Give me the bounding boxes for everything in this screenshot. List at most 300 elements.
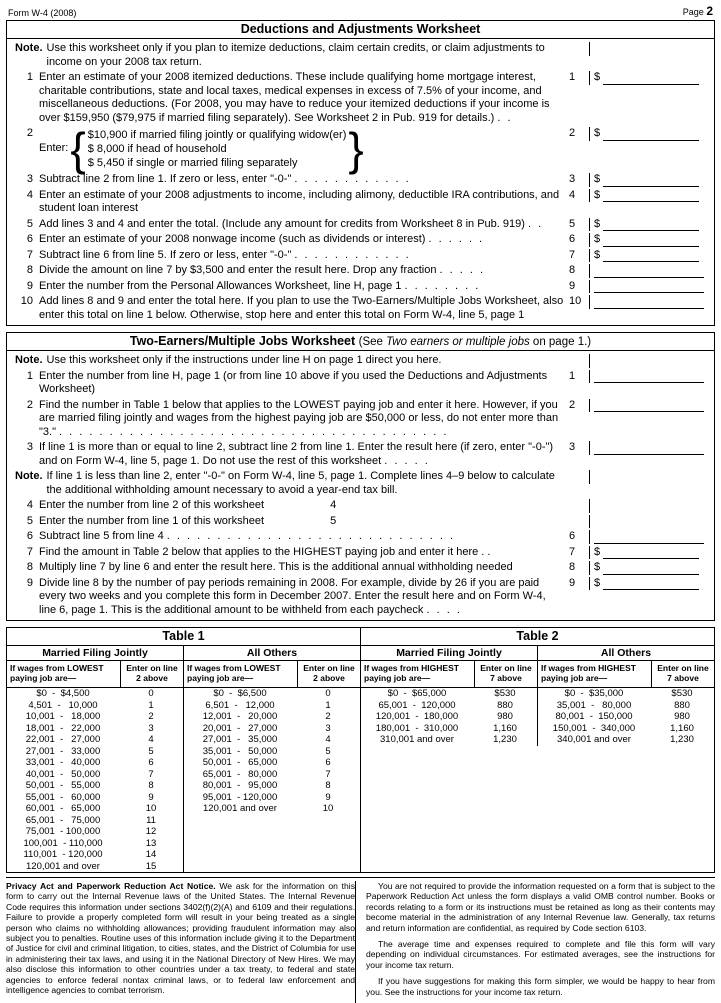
table-row bbox=[7, 803, 183, 815]
line-3-amount-field[interactable] bbox=[589, 173, 714, 187]
table-row bbox=[7, 757, 183, 769]
range-cell: 110,001 - 120,000 bbox=[23, 849, 103, 860]
value-cell: 11 bbox=[146, 814, 156, 826]
table-row bbox=[7, 792, 183, 804]
te-line-3-number: 3 bbox=[26, 441, 33, 453]
line-5-text bbox=[39, 218, 569, 232]
privacy-left-text: We ask for the information on this form to carry out the Internal Revenue laws of the United States. The Internal Revenue Code requires this information under sections 3402(f)(2)(A) and 6109 and their regulations. Failure to provide a properly completed form will result in your being treated as a single person who claims no withholding allowances; providing fraudulent information may also subject you to penalties. Routine uses of this information include giving it to the Department of Justice for civil and criminal litigation, to cities, states, and the District of Columbia for use in administering their tax laws, and using it in the National Directory of New Hires. We may also disclose this information to other countries under a tax treaty, to federal and state agencies to enforce federal nontax criminal laws, or to federal law enforcement and intelligence agencies to combat terrorism. bbox=[6, 881, 355, 996]
note-text: Use this worksheet only if you plan to itemize deductions, claim certain credits, or claim adjustments to income on your 2008 tax return. bbox=[46, 42, 545, 68]
line-1 bbox=[7, 70, 714, 126]
line-7-dollar: $ bbox=[594, 248, 601, 261]
range-cell: 12,001 - 20,000 bbox=[202, 711, 278, 722]
line-9-amount-rule bbox=[594, 281, 704, 293]
range-cell: $0 - $6,500 bbox=[213, 688, 267, 699]
value-cell: $530 bbox=[494, 688, 516, 699]
te-note-label: Note. bbox=[15, 354, 43, 366]
privacy-left-column bbox=[6, 881, 355, 1003]
te-line-9 bbox=[7, 576, 714, 619]
te-line-8-lineno: 8 bbox=[569, 561, 576, 573]
range-cell: $0 - $65,000 bbox=[387, 688, 447, 699]
te-line-7-amount-field[interactable] bbox=[589, 546, 714, 560]
table-row bbox=[184, 688, 360, 700]
value-cell: 0 bbox=[148, 688, 154, 699]
table-2-section-1-heading: Married Filing Jointly bbox=[396, 647, 502, 659]
line-6-dollar: $ bbox=[594, 233, 601, 245]
value-cell: 980 bbox=[497, 711, 513, 722]
te-line-5-text bbox=[39, 515, 569, 529]
t2s1-col2-header: Enter on line 7 above bbox=[474, 661, 537, 687]
two-earners-rows bbox=[7, 351, 714, 620]
table-row bbox=[7, 780, 183, 792]
te-line-1-amount-field[interactable] bbox=[589, 370, 714, 384]
value-cell: 1,230 bbox=[493, 734, 517, 745]
te-line-2-number: 2 bbox=[26, 398, 33, 411]
te-line-2-amount-rule bbox=[594, 400, 704, 412]
line-7-lineno: 7 bbox=[569, 248, 576, 261]
two-earners-title-ital: Two earners or multiple jobs bbox=[386, 336, 530, 348]
value-cell: 2 bbox=[325, 711, 331, 722]
te-line-7-lineno: 7 bbox=[569, 545, 576, 558]
page-label: Page bbox=[682, 7, 704, 17]
value-cell: 12 bbox=[145, 826, 157, 837]
line-6-lineno: 6 bbox=[569, 233, 576, 245]
line-7-amount-field[interactable] bbox=[589, 249, 714, 263]
line-3-amount-rule bbox=[603, 175, 699, 187]
page-number: 2 bbox=[706, 4, 713, 18]
line-5-body: Add lines 3 and 4 and enter the total. (Include any amount for credits from Worksheet 8 in Pub. 919) bbox=[39, 217, 525, 230]
table-row bbox=[7, 711, 183, 723]
brace-item-1: $10,900 if married filing jointly or qualifying widow(er) bbox=[87, 129, 347, 141]
line-5-amount-field[interactable] bbox=[589, 218, 714, 232]
te-line-2 bbox=[7, 398, 714, 441]
line-3-lineno: 3 bbox=[569, 173, 576, 185]
table-row bbox=[361, 711, 537, 723]
value-cell: 1,160 bbox=[670, 722, 694, 734]
te-line-5-number: 5 bbox=[26, 514, 33, 527]
line-1-body: Enter an estimate of your 2008 itemized deductions. These include qualifying home mortgage interest, charitable contributions, state and local taxes, medical expenses in excess of 7.5% of your income, and miscellaneous deductions. (For 2008, you may have to reduce your itemized deductions if your income is over $159,950 ($79,975 if married filing separately). See Worksheet 2 in Pub. 919 for details.) bbox=[39, 71, 550, 124]
table-1-married-filing-jointly bbox=[7, 661, 183, 872]
privacy-right-p1: You are not required to provide the information requested on a form that is subject to the Paperwork Reduction Act unless the form displays a valid OMB control number. Books or records relating to a form or its instructions must be retained as long as their contents may become material in the administration of any Internal Revenue law. Generally, tax returns and return information are confidential, as required by Code section 6103. bbox=[366, 881, 715, 933]
t2s2-rows bbox=[538, 688, 714, 746]
line-4-text bbox=[39, 189, 569, 216]
table-2-title: Table 2 bbox=[361, 628, 714, 646]
te-line-2-lineno: 2 bbox=[569, 398, 576, 411]
table-2-all-others bbox=[537, 661, 714, 746]
te-line-8 bbox=[7, 560, 714, 576]
te-line-8-amount-rule bbox=[603, 563, 699, 575]
line-10-body: Add lines 8 and 9 and enter the total here. If you plan to use the Two-Earners/Multiple Jobs Worksheet, also enter this total on line 1 below. Otherwise, stop here and enter this total on Form W-4, line 5, page 1 bbox=[39, 295, 564, 321]
line-5-dots: . . bbox=[527, 217, 544, 230]
range-cell: 95,001 - 120,000 bbox=[202, 791, 278, 803]
line-1-text bbox=[39, 71, 569, 125]
table-row bbox=[7, 838, 183, 850]
table-2-section-2-heading: All Others bbox=[537, 646, 714, 660]
table-row bbox=[7, 826, 183, 838]
page-header bbox=[0, 0, 721, 20]
line-7-dots: . . . . . . . . . . . . bbox=[294, 248, 411, 261]
te-line-5-amount bbox=[589, 515, 714, 529]
line-8-amount-field[interactable] bbox=[589, 264, 714, 278]
te-line-5-body: Enter the number from line 1 of this worksheet bbox=[39, 514, 264, 527]
value-cell: 880 bbox=[497, 699, 513, 711]
table-row bbox=[7, 815, 183, 827]
range-cell: 120,001 and over bbox=[26, 860, 100, 872]
te-line-3-body: If line 1 is more than or equal to line 2, subtract line 2 from line 1. Enter the result here (if zero, enter "-0-") and on Form W-4, line 5, page 1. Do not use the rest of this worksheet bbox=[39, 441, 554, 467]
line-10-text bbox=[39, 295, 569, 322]
line-5-number: 5 bbox=[26, 217, 33, 230]
range-cell: 65,001 - 120,000 bbox=[378, 699, 456, 711]
table-row bbox=[184, 792, 360, 804]
te-line-8-dollar: $ bbox=[594, 561, 601, 573]
te-line-4-amount bbox=[589, 499, 714, 513]
range-cell: 120,001 and over bbox=[203, 803, 277, 814]
line-1-dollar: $ bbox=[594, 71, 601, 83]
line-8-amount-rule bbox=[594, 266, 704, 278]
line-6-body: Enter an estimate of your 2008 nonwage income (such as dividends or interest) bbox=[39, 233, 426, 245]
line-2-amount-field[interactable] bbox=[589, 127, 714, 141]
table-1-section-2-heading: All Others bbox=[183, 646, 360, 660]
te-line-1-number: 1 bbox=[26, 369, 33, 382]
range-cell: 40,001 - 50,000 bbox=[25, 768, 101, 780]
line-7-number: 7 bbox=[26, 248, 33, 261]
two-earners-title bbox=[7, 333, 714, 351]
range-cell: 180,001 - 310,000 bbox=[375, 722, 459, 734]
brace-item-3: $ 5,450 if single or married filing separately bbox=[87, 157, 298, 169]
line-5-lineno: 5 bbox=[569, 217, 576, 230]
line-2-dollar: $ bbox=[594, 127, 601, 139]
table-row bbox=[184, 769, 360, 781]
line-9-number: 9 bbox=[26, 279, 33, 292]
te-line-6-number: 6 bbox=[26, 530, 33, 542]
table-row bbox=[184, 711, 360, 723]
t1s2-col2-header: Enter on line 2 above bbox=[297, 661, 360, 687]
form-label: Form W-4 (2008) bbox=[8, 8, 77, 18]
te-line-1-amount-rule bbox=[594, 371, 704, 383]
te-line-2-amount-field[interactable] bbox=[589, 399, 714, 413]
table-row bbox=[7, 723, 183, 735]
value-cell: 9 bbox=[148, 791, 154, 803]
line-8-body: Divide the amount on line 7 by $3,500 and enter the result here. Drop any fraction bbox=[39, 264, 437, 276]
value-cell: 3 bbox=[325, 722, 331, 734]
value-cell: 8 bbox=[325, 780, 331, 791]
t2s2-col2-header: Enter on line 7 above bbox=[651, 661, 714, 687]
line-6-text bbox=[39, 233, 569, 247]
te-line-6-text bbox=[39, 530, 569, 544]
value-cell: 10 bbox=[145, 803, 157, 814]
two-earners-title-rest: (See bbox=[358, 336, 387, 348]
te-line-9-amount-rule bbox=[603, 578, 699, 590]
table-row bbox=[538, 711, 714, 723]
line-6-dots: . . . . . . bbox=[428, 233, 485, 245]
te-line-9-dots: . . . . bbox=[426, 603, 462, 616]
te-note-2-text: If line 1 is less than line 2, enter "-0-" on Form W-4, line 5, page 1. Complete lines 4–9 below to calculate the additional withholding amount necessary to avoid a year-end tax bill. bbox=[46, 470, 555, 496]
brace-item-2: $ 8,000 if head of household bbox=[87, 143, 227, 155]
line-9-lineno: 9 bbox=[569, 279, 576, 292]
range-cell: 27,001 - 35,000 bbox=[202, 734, 278, 745]
line-2-lineno: 2 bbox=[569, 127, 576, 139]
te-line-6-amount-rule bbox=[594, 532, 704, 544]
line-2-number: 2 bbox=[26, 127, 33, 139]
te-line-6-lineno: 6 bbox=[569, 530, 576, 542]
value-cell: 7 bbox=[148, 768, 154, 780]
range-cell: 100,001 - 110,000 bbox=[23, 837, 103, 849]
range-cell: 50,001 - 65,000 bbox=[202, 757, 278, 768]
deductions-title: Deductions and Adjustments Worksheet bbox=[7, 21, 714, 39]
te-line-4-number: 4 bbox=[26, 499, 33, 511]
range-cell: 60,001 - 65,000 bbox=[25, 803, 101, 814]
table-1-title: Table 1 bbox=[7, 628, 360, 646]
line-1-dots: . . bbox=[497, 111, 513, 124]
line-2-amount-rule bbox=[603, 129, 699, 141]
range-cell: 18,001 - 22,000 bbox=[25, 722, 101, 734]
line-6-amount-rule bbox=[603, 235, 699, 247]
line-5-amount-rule bbox=[603, 219, 699, 231]
range-cell: 340,001 and over bbox=[557, 734, 631, 745]
table-1-all-others bbox=[183, 661, 360, 872]
table-row bbox=[7, 861, 183, 873]
line-10-amount-field[interactable] bbox=[589, 295, 714, 309]
table-row bbox=[7, 688, 183, 700]
value-cell: 8 bbox=[148, 780, 154, 791]
range-cell: 4,501 - 10,000 bbox=[28, 699, 98, 711]
line-10-number: 10 bbox=[20, 295, 33, 307]
te-line-3 bbox=[7, 440, 714, 469]
value-cell: 0 bbox=[325, 688, 331, 699]
te-line-5-mid-lineno: 5 bbox=[330, 514, 337, 527]
te-line-4-body: Enter the number from line 2 of this worksheet bbox=[39, 499, 264, 511]
line-8-text bbox=[39, 264, 569, 278]
line-10-lineno: 10 bbox=[569, 295, 582, 307]
te-line-6-amount-field[interactable] bbox=[589, 530, 714, 544]
value-cell: 5 bbox=[325, 745, 331, 757]
te-line-3-lineno: 3 bbox=[569, 441, 576, 453]
line-6 bbox=[7, 232, 714, 248]
line-9-amount-field[interactable] bbox=[589, 280, 714, 294]
line-8-dots: . . . . . bbox=[439, 264, 486, 276]
line-5-dollar: $ bbox=[594, 217, 601, 230]
range-cell: 65,001 - 75,000 bbox=[25, 814, 101, 826]
deductions-worksheet bbox=[6, 20, 715, 326]
table-row bbox=[538, 688, 714, 700]
note-amount bbox=[589, 42, 714, 56]
value-cell: 5 bbox=[148, 745, 154, 757]
value-cell: 10 bbox=[322, 803, 334, 814]
value-cell: 3 bbox=[148, 722, 154, 734]
value-cell: 13 bbox=[145, 837, 157, 849]
te-line-4-mid-lineno: 4 bbox=[330, 499, 337, 511]
value-cell: 4 bbox=[148, 734, 154, 745]
line-1-number: 1 bbox=[26, 71, 33, 83]
te-line-6 bbox=[7, 529, 714, 545]
range-cell: 75,001 - 100,000 bbox=[25, 826, 101, 837]
two-earners-title-bold: Two-Earners/Multiple Jobs Worksheet bbox=[129, 334, 356, 348]
range-cell: 120,001 - 180,000 bbox=[375, 711, 459, 722]
table-row bbox=[184, 734, 360, 746]
line-7-text bbox=[39, 249, 569, 263]
deductions-rows bbox=[7, 39, 714, 325]
table-1 bbox=[7, 628, 360, 872]
value-cell: 880 bbox=[674, 699, 690, 711]
table-row bbox=[184, 746, 360, 758]
table-row bbox=[7, 734, 183, 746]
te-line-2-text bbox=[39, 399, 569, 440]
range-cell: 80,001 - 150,000 bbox=[555, 711, 633, 722]
te-line-9-number: 9 bbox=[26, 576, 33, 589]
range-cell: 20,001 - 27,000 bbox=[202, 722, 278, 734]
line-5 bbox=[7, 217, 714, 233]
privacy-title: Privacy Act and Paperwork Reduction Act Notice. bbox=[6, 881, 216, 891]
line-6-number: 6 bbox=[26, 233, 33, 245]
te-line-2-dots: . . . . . . . . . . . . . . . . . . . . . . . . . . . . . . . . . . . . . . . bbox=[59, 425, 449, 438]
privacy-right-column bbox=[355, 881, 715, 1003]
line-8 bbox=[7, 263, 714, 279]
line-8-lineno: 8 bbox=[569, 264, 576, 276]
te-note-2 bbox=[7, 469, 714, 498]
range-cell: 65,001 - 80,000 bbox=[202, 768, 278, 780]
table-row bbox=[184, 757, 360, 769]
table-2-married-filing-jointly bbox=[361, 661, 537, 746]
privacy-right-p3: If you have suggestions for making this form simpler, we would be happy to hear from you. See the instructions for your income tax return. bbox=[366, 976, 715, 997]
range-cell: 22,001 - 27,000 bbox=[25, 734, 101, 745]
te-note-2-label: Note. bbox=[15, 470, 43, 482]
te-line-1-lineno: 1 bbox=[569, 369, 576, 382]
te-line-8-amount-field[interactable] bbox=[589, 561, 714, 575]
line-9-text bbox=[39, 280, 569, 294]
range-cell: 150,001 - 340,000 bbox=[552, 722, 636, 734]
line-1-amount-field[interactable] bbox=[589, 71, 714, 85]
te-note bbox=[7, 353, 714, 369]
range-cell: 35,001 - 80,000 bbox=[556, 699, 632, 711]
table-row bbox=[538, 734, 714, 746]
line-4-amount-rule bbox=[603, 190, 699, 202]
line-2-brace-items bbox=[88, 128, 347, 170]
te-line-3-text bbox=[39, 441, 569, 468]
te-note-text: Use this worksheet only if the instructions under line H on page 1 direct you here. bbox=[46, 354, 442, 366]
line-9-body: Enter the number from the Personal Allowances Worksheet, line H, page 1 bbox=[39, 279, 402, 292]
line-9-dots: . . . . . . . . bbox=[404, 279, 481, 292]
table-1-section-1-heading: Married Filing Jointly bbox=[42, 647, 148, 659]
te-line-8-text: Multiply line 7 by line 6 and enter the result here. This is the additional annual withholding needed bbox=[39, 561, 513, 573]
line-3 bbox=[7, 172, 714, 188]
te-line-9-lineno: 9 bbox=[569, 576, 576, 589]
value-cell: 1,160 bbox=[493, 722, 517, 734]
value-cell: 9 bbox=[325, 791, 331, 803]
te-note-amount bbox=[589, 354, 714, 368]
value-cell: 4 bbox=[325, 734, 331, 745]
table-row bbox=[361, 688, 537, 700]
table-row bbox=[184, 803, 360, 815]
t1s1-col2-header: Enter on line 2 above bbox=[120, 661, 183, 687]
deductions-note bbox=[7, 41, 714, 70]
line-10-amount-rule bbox=[594, 297, 704, 309]
two-earners-title-end: on page 1.) bbox=[529, 336, 592, 348]
table-row bbox=[184, 780, 360, 792]
note-label: Note. bbox=[15, 42, 43, 54]
t2s2-col1-header: If wages from HIGHEST paying job are— bbox=[541, 663, 636, 683]
table-2 bbox=[360, 628, 714, 872]
line-3-body: Subtract line 2 from line 1. If zero or less, enter "-0-" bbox=[39, 173, 292, 185]
page-indicator bbox=[683, 4, 713, 18]
te-line-9-amount-field[interactable] bbox=[589, 577, 714, 591]
line-7-amount-rule bbox=[603, 250, 699, 262]
te-line-5 bbox=[7, 514, 714, 530]
table-row bbox=[7, 849, 183, 861]
te-line-4 bbox=[7, 498, 714, 514]
te-line-7 bbox=[7, 545, 714, 561]
table-row bbox=[7, 769, 183, 781]
value-cell: 6 bbox=[148, 757, 154, 768]
te-line-4-text bbox=[39, 499, 569, 513]
t1s1-rows bbox=[7, 688, 183, 872]
line-4-lineno: 4 bbox=[569, 188, 576, 201]
value-cell: 6 bbox=[325, 757, 331, 768]
range-cell: 35,001 - 50,000 bbox=[202, 745, 278, 757]
t2s1-rows bbox=[361, 688, 537, 746]
table-row bbox=[184, 723, 360, 735]
range-cell: 80,001 - 95,000 bbox=[202, 780, 278, 791]
te-line-7-amount-rule bbox=[603, 547, 699, 559]
table-row bbox=[7, 746, 183, 758]
te-line-8-number: 8 bbox=[26, 561, 33, 573]
line-9 bbox=[7, 279, 714, 295]
value-cell: 2 bbox=[148, 711, 154, 722]
line-6-amount-field[interactable] bbox=[589, 233, 714, 247]
value-cell: 1 bbox=[148, 699, 154, 711]
te-line-7-number: 7 bbox=[26, 545, 33, 558]
range-cell: 6,501 - 12,000 bbox=[205, 699, 275, 711]
line-1-amount-rule bbox=[603, 73, 699, 85]
line-2 bbox=[7, 123, 714, 175]
value-cell: 980 bbox=[674, 711, 690, 722]
table-row bbox=[184, 700, 360, 712]
table-row bbox=[7, 700, 183, 712]
range-cell: 10,001 - 18,000 bbox=[25, 711, 101, 722]
line-3-dollar: $ bbox=[594, 173, 601, 185]
privacy-right-p2: The average time and expenses required to complete and file this form will vary depending on individual circumstances. For estimated averages, see the instructions for your income tax return. bbox=[366, 939, 715, 970]
table-row bbox=[538, 723, 714, 735]
te-line-1-text: Enter the number from line H, page 1 (or from line 10 above if you used the Deductions and Adjustments Worksheet) bbox=[39, 369, 548, 395]
table-row bbox=[538, 700, 714, 712]
line-1-lineno: 1 bbox=[569, 71, 576, 83]
line-4-dollar: $ bbox=[594, 188, 601, 201]
range-cell: 33,001 - 40,000 bbox=[25, 757, 101, 768]
left-brace-icon: { bbox=[70, 123, 86, 175]
te-line-6-body: Subtract line 5 from line 4 bbox=[39, 530, 164, 542]
line-4-number: 4 bbox=[26, 188, 33, 201]
line-4-amount-field[interactable] bbox=[589, 189, 714, 203]
te-line-1 bbox=[7, 369, 714, 398]
value-cell: 1,230 bbox=[670, 734, 694, 745]
value-cell: 7 bbox=[325, 768, 331, 780]
range-cell: 310,001 and over bbox=[380, 734, 454, 745]
line-7 bbox=[7, 248, 714, 264]
line-3-text bbox=[39, 173, 569, 187]
table-row bbox=[361, 700, 537, 712]
table-row bbox=[361, 723, 537, 735]
t1s1-col1-header: If wages from LOWEST paying job are— bbox=[10, 663, 104, 683]
range-cell: 55,001 - 60,000 bbox=[25, 791, 101, 803]
line-2-text bbox=[39, 123, 569, 175]
table-row bbox=[361, 734, 537, 746]
te-line-2-body: Find the number in Table 1 below that applies to the LOWEST paying job and enter it here. However, if you are married filing jointly and wages from the highest paying job are $50,000 or less, do not enter more than "3." bbox=[39, 398, 559, 438]
t1s2-rows bbox=[184, 688, 360, 872]
line-3-number: 3 bbox=[26, 173, 33, 185]
te-line-3-dots: . . . . . bbox=[384, 454, 430, 467]
line-10 bbox=[7, 294, 714, 323]
line-4 bbox=[7, 188, 714, 217]
te-line-3-amount-field[interactable] bbox=[589, 441, 714, 455]
reference-tables bbox=[6, 627, 715, 873]
